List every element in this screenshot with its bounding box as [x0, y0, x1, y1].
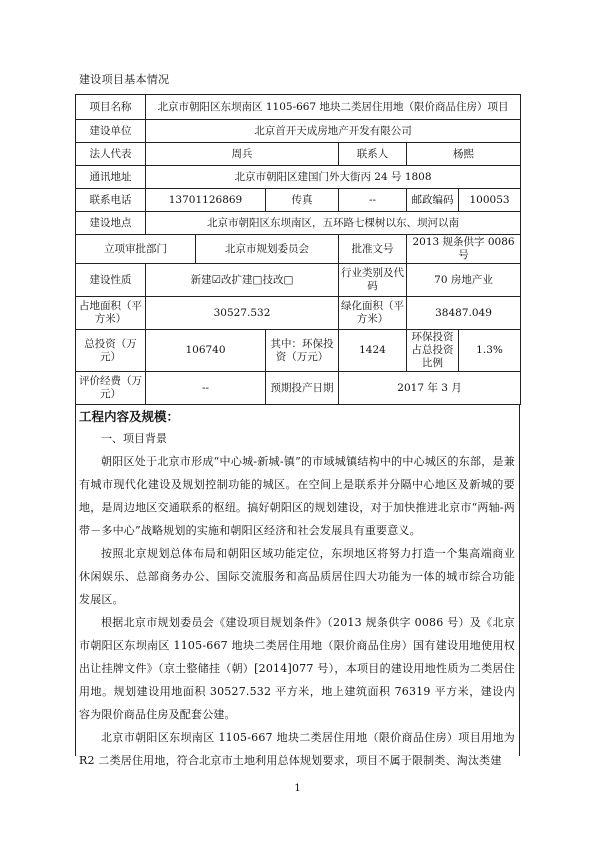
table-row — [76, 212, 521, 235]
land-area-label: 占地面积（平方米） — [76, 297, 146, 330]
address-label: 通讯地址 — [76, 166, 146, 189]
background-subheading: 一、项目背景 — [101, 432, 167, 445]
section-heading: 建设项目基本情况 — [79, 73, 170, 86]
postcode-label: 邮政编码 — [407, 189, 459, 212]
paragraph: 朝阳区处于北京市形成“中心城-新城-镇”的市域城镇结构中的中心城区的东部，是兼有城市现代化建设及规划控制功能的城区。在空间上是联系并分隔中心地区及新城的要地，是周边地区交通联系的枢纽。搞好朝阳区的规划建设，对于加快推进北京市“两轴-两带－多中心”战略规划的实施和朝阳区经济和社会发展具有重要意义。 — [79, 455, 515, 537]
table-row — [76, 95, 521, 120]
project-name-label: 项目名称 — [76, 95, 146, 120]
table-row — [76, 120, 521, 143]
legal-rep-value: 周兵 — [146, 143, 339, 166]
legal-rep-label: 法人代表 — [76, 143, 146, 166]
builder-label: 建设单位 — [76, 120, 146, 143]
page-number: 1 — [294, 783, 301, 794]
nature-label: 建设性质 — [76, 264, 146, 297]
site-value: 北京市朝阳区东坝南区，五环路七棵树以东、坝河以南 — [146, 212, 521, 235]
address-value: 北京市朝阳区建国门外大街丙 24 号 1808 — [146, 166, 521, 189]
project-info-table — [75, 94, 521, 405]
land-area-value: 30527.532 — [146, 297, 339, 330]
eval-fee-label: 评价经费（万元） — [76, 372, 146, 405]
eval-fee-value: -- — [146, 372, 266, 405]
table-row — [76, 264, 521, 297]
industry-label: 行业类别及代码 — [339, 264, 407, 297]
env-ratio-value: 1.3% — [459, 330, 521, 372]
phone-value: 13701126869 — [146, 189, 266, 212]
table-row — [76, 372, 521, 405]
green-area-label: 绿化面积（平方米） — [339, 297, 407, 330]
contact-value: 杨熙 — [407, 143, 521, 166]
total-invest-label: 总投资（万元） — [76, 330, 146, 372]
content-title: 工程内容及规模： — [79, 409, 180, 424]
paragraph: 按照北京规划总体布局和朝阳区域功能定位，东坝地区将努力打造一个集高端商业休闲娱乐、总部商务办公、国际交流服务和高品质居住四大功能为一体的城市综合功能发展区。 — [79, 547, 515, 606]
table-row — [76, 189, 521, 212]
green-area-value: 38487.049 — [407, 297, 521, 330]
env-invest-label: 其中：环保投资（万元） — [266, 330, 339, 372]
table-row — [76, 166, 521, 189]
total-invest-value: 106740 — [146, 330, 266, 372]
approval-doc-value: 2013 规条供字 0086 号 — [407, 235, 521, 264]
paragraph: 北京市朝阳区东坝南区 1105-667 地块二类居住用地（限价商品住房）项目用地为 R2 二类居住用地，符合北京市土地利用总体规划要求，项目不属于限制类、淘汰类建 — [79, 731, 515, 767]
phone-label: 联系电话 — [76, 189, 146, 212]
start-date-value: 2017 年 3 月 — [339, 372, 521, 405]
approval-dept-value: 北京市规划委员会 — [196, 235, 339, 264]
fax-value: -- — [339, 189, 407, 212]
nature-value: 新建☑改扩建□技改□ — [146, 264, 339, 297]
industry-value: 70 房地产业 — [407, 264, 521, 297]
table-row — [76, 297, 521, 330]
table-row — [76, 330, 521, 372]
contact-label: 联系人 — [339, 143, 407, 166]
start-date-label: 预期投产日期 — [266, 372, 339, 405]
table-row — [76, 235, 521, 264]
site-label: 建设地点 — [76, 212, 146, 235]
postcode-value: 100053 — [459, 189, 521, 212]
env-ratio-label: 环保投资占总投资比例 — [407, 330, 459, 372]
builder-value: 北京首开天成房地产开发有限公司 — [146, 120, 521, 143]
project-name-value: 北京市朝阳区东坝南区 1105-667 地块二类居住用地（限价商品住房）项目 — [146, 95, 521, 120]
project-content-section — [75, 404, 520, 767]
table-row — [76, 143, 521, 166]
approval-doc-label: 批准文号 — [339, 235, 407, 264]
env-invest-value: 1424 — [339, 330, 407, 372]
fax-label: 传真 — [266, 189, 339, 212]
approval-dept-label: 立项审批部门 — [76, 235, 196, 264]
paragraph: 根据北京市规划委员会《建设项目规划条件》（2013 规条供字 0086 号）及《北京市朝阳区东坝南区 1105-667 地块二类居住用地（限价商品住房）国有建设用地使用权出让挂牌文件》（京土整储挂（朝）[2014]077 号），本项目的建设用地性质为二类居住用地。规划建设用地面积 30527.532 平方米，地上建筑面积 76319 平方米，建设内容为限价商品住房及配套公建。 — [79, 616, 515, 721]
